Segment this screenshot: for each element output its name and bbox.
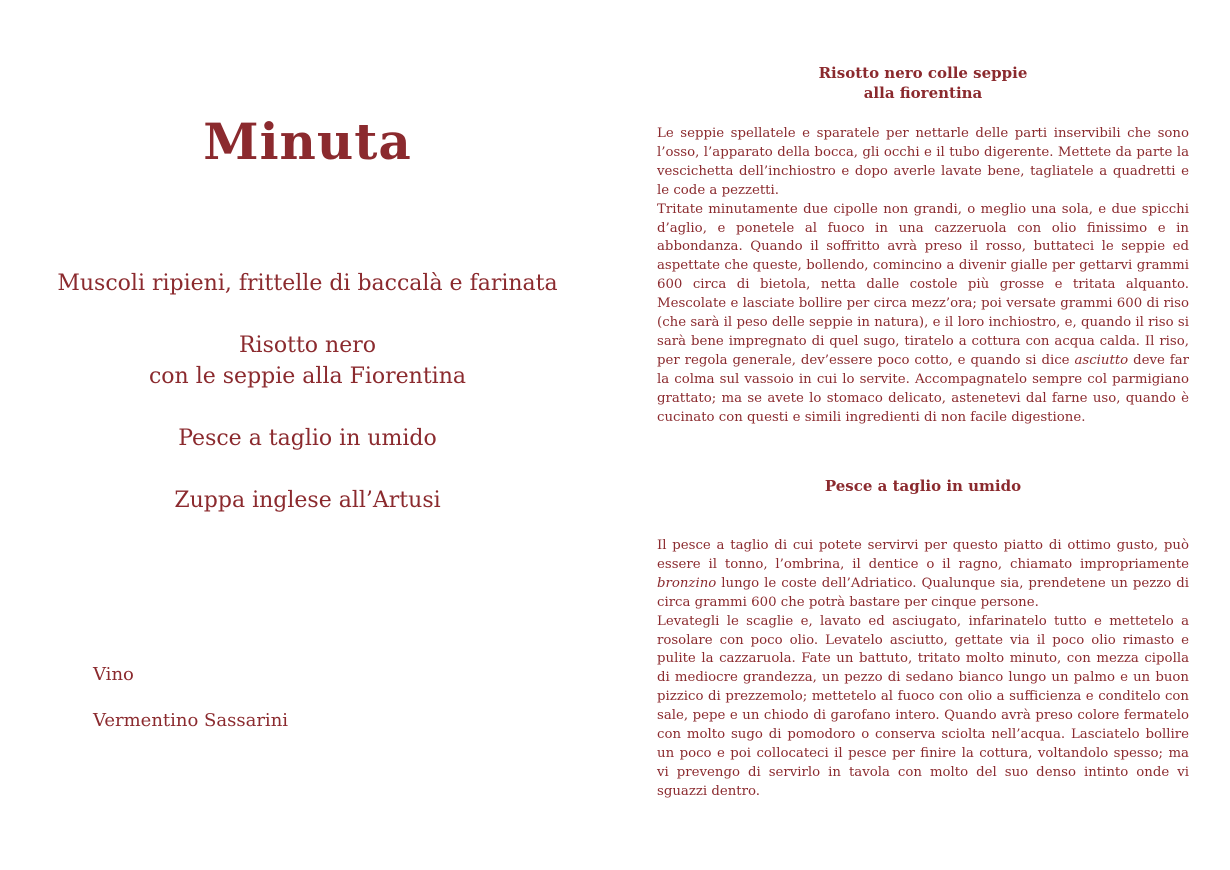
recipe-text: deve far la colma sul vassoio in cui lo servite. Accompagnatelo sempre col parmigiano grattato; ma se avete lo stomaco delicato, astenetevi dal farne uso, quando è cucinato con questi e simili ingredienti di non facile digestione.: [657, 352, 1189, 425]
course-pesce: [0, 423, 615, 454]
course-line: Risotto nero: [238, 333, 376, 358]
recipe-paragraph: Levategli le scaglie e, lavato ed asciugato, infarinatelo tutto e mettetelo a rosolare con poco olio. Levatelo asciutto, gettate via il poco olio rimasto e pulite la cazzaruola. Fate un battuto, tritato molto minuto, con mezza cipolla di mediocre grandezza, un pezzo di sedano bianco lungo un palmo e un buon pizzico di prezzemolo; mettetelo al fuoco con olio a sufficienza e conditelo con sale, pepe e un chiodo di garofano intero. Quando avrà preso colore fermatelo con molto sugo di pomodoro o conserva sciolta nell’acqua. Lasciatelo bollire un poco e poi collocateci il pesce per finire la cottura, voltandolo spesso; ma vi prevengo di servirlo in tavola con molto del suo denso intinto onde vi sguazzi dentro.: [657, 613, 1189, 799]
course-list: [0, 268, 615, 547]
recipe-body-pesce: [657, 537, 1189, 802]
recipe-text: Il pesce a taglio di cui potete servirvi per questo piatto di ottimo gusto, può essere il tonno, l’ombrina, il dentice o il ragno, chiamato impropriamente: [657, 538, 1189, 572]
recipe-title-line: Risotto nero colle seppie: [818, 64, 1028, 82]
course-line: Pesce a taglio in umido: [178, 426, 437, 451]
recipe-title-risotto: [657, 63, 1189, 103]
course-antipasto: [0, 268, 615, 299]
recipe-text: lungo le coste dell’Adriatico. Qualunque sia, prendetene un pezzo di circa grammi 600 che potrà bastare per cinque persone.: [657, 575, 1190, 610]
recipe-italic-term: bronzino: [657, 575, 717, 591]
course-line: Muscoli ripieni, frittelle di baccalà e farinata: [57, 271, 558, 296]
recipe-body-risotto: [657, 125, 1189, 428]
course-risotto: [0, 330, 615, 392]
course-dessert: [0, 485, 615, 516]
wine-label: Vino: [93, 664, 134, 685]
recipe-italic-term: asciutto: [1074, 352, 1129, 368]
recipe-title-line: Pesce a taglio in umido: [824, 477, 1022, 495]
recipe-text: Tritate minutamente due cipolle non grandi, o meglio una sola, e due spicchi d’aglio, e ponetele al fuoco in una cazzeruola con olio finissimo e in abbondanza. Quando il soffritto avrà preso il rosso, buttateci le seppie ed aspettate che queste, bollendo, comincino a divenir gialle per gettarvi grammi 600 circa di bietola, netta dalle costole più grosse e tritata alquanto. Mescolate e lasciate bollire per circa mezz’ora; poi versate grammi 600 di riso (che sarà il peso delle seppie in natura), e il loro inchiostro, e, quando il riso si sarà bene impregnato di quel sugo, tiratelo a cottura con acqua calda. Il riso, per regola generale, dev’essere poco cotto, e quando si dice: [657, 201, 1189, 368]
recipe-paragraph: [657, 201, 1189, 428]
wine-section: [93, 664, 288, 731]
recipe-title-pesce: [657, 476, 1189, 496]
recipe-paragraph: [657, 537, 1189, 613]
course-line: con le seppie alla Fiorentina: [148, 364, 466, 389]
menu-title: Minuta: [203, 112, 412, 171]
wine-name: Vermentino Sassarini: [93, 710, 289, 731]
recipe-paragraph: Le seppie spellatele e sparatele per nettarle delle parti inservibili che sono l’osso, l’apparato della bocca, gli occhi e il tubo digerente. Mettete da parte la vescichetta dell’inchiostro e dopo averle lavate bene, tagliatele a quadretti e le code a pezzetti.: [657, 126, 1189, 198]
course-line: Zuppa inglese all’Artusi: [174, 488, 441, 513]
recipes-page: [615, 0, 1230, 870]
recipe-title-line: alla fiorentina: [863, 84, 983, 102]
